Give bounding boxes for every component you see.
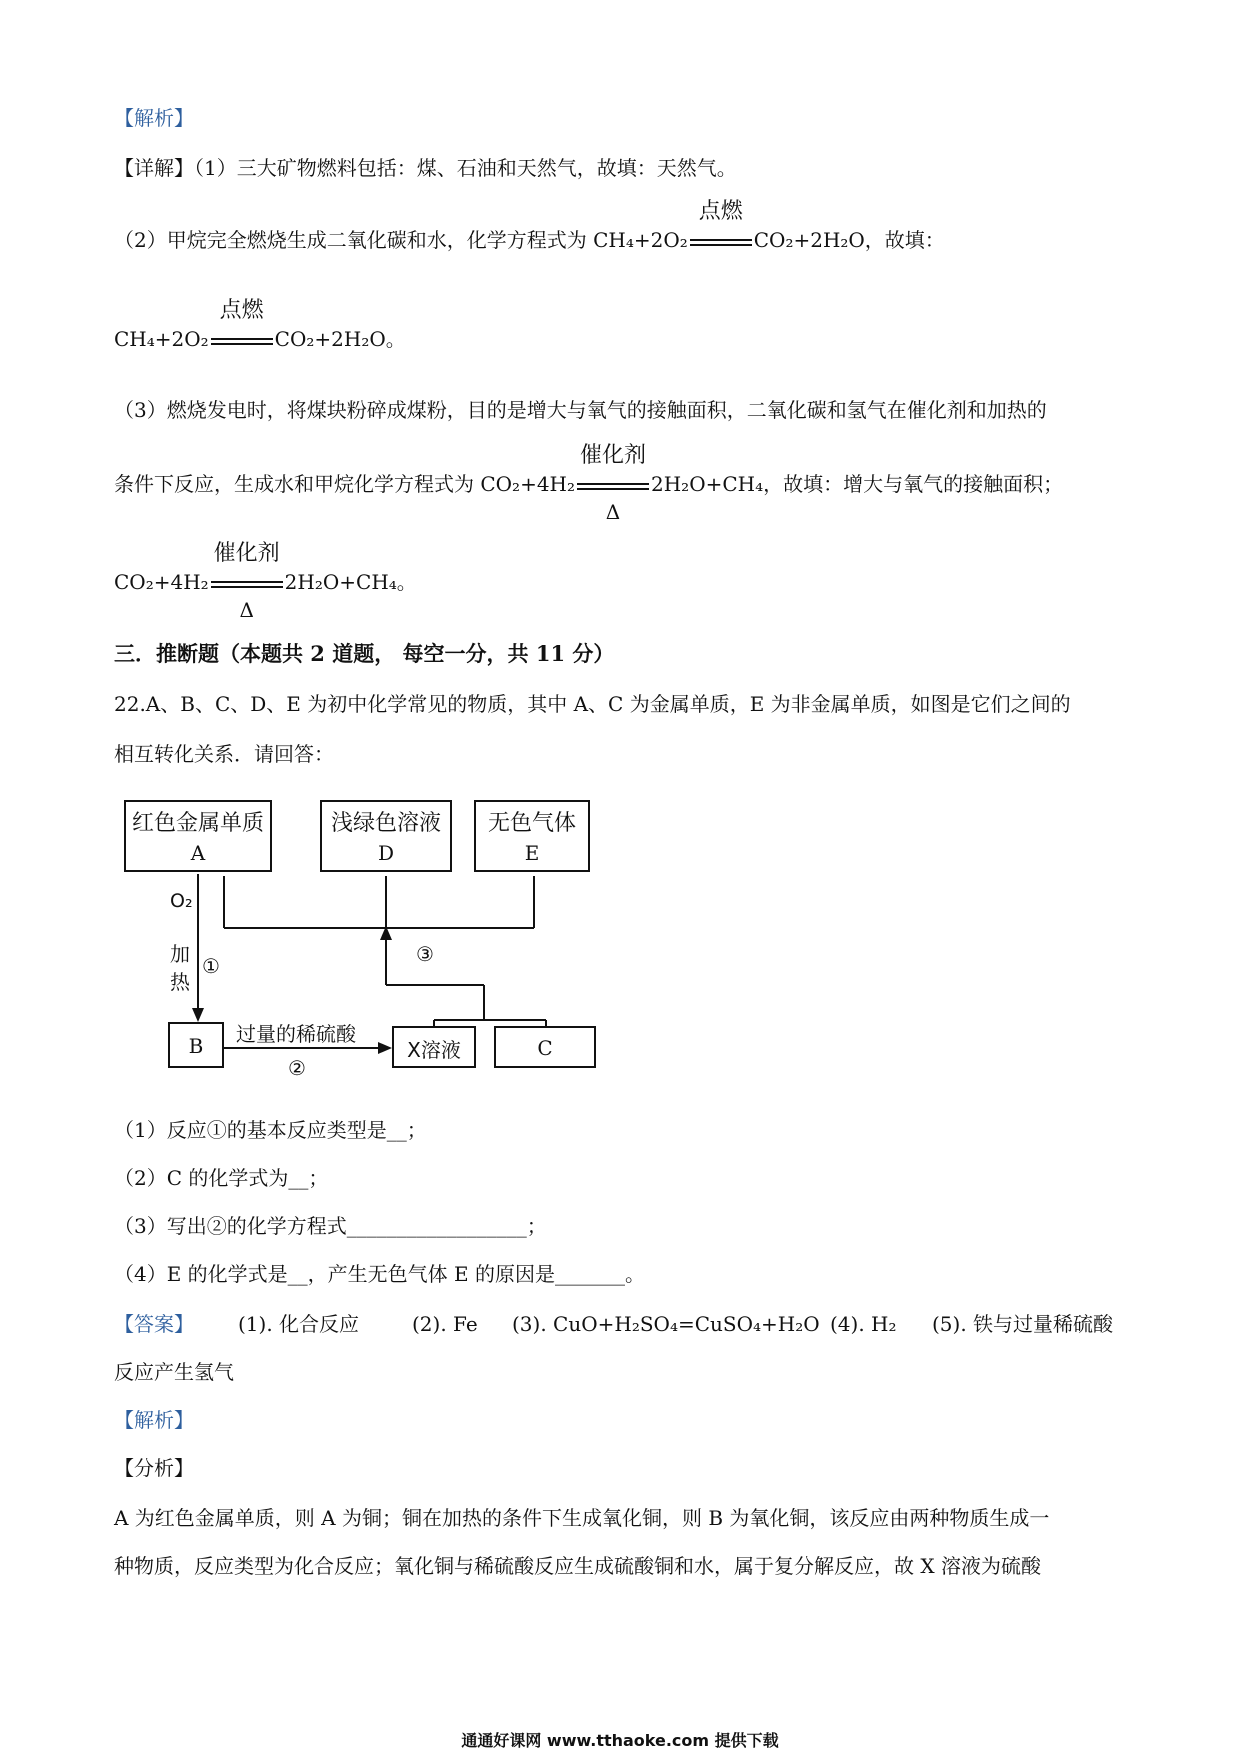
- box-c: C: [494, 1026, 596, 1068]
- answer-cont: 反应产生氢气: [114, 1360, 234, 1384]
- reaction-condition-fire: 点燃: [690, 228, 752, 256]
- equation-2: CO₂+4H₂ 催化剂 Δ 2H₂O+CH₄。: [114, 540, 417, 622]
- q22-q1: （1）反应①的基本反应类型是__；: [114, 1118, 427, 1142]
- box-x: X溶液: [392, 1026, 476, 1068]
- q22-q4: （4）E 的化学式是__，产生无色气体 E 的原因是_______。: [114, 1262, 645, 1286]
- answer-3: (3). CuO+H₂SO₄=CuSO₄+H₂O: [512, 1312, 820, 1336]
- answer-line: [114, 1310, 1130, 1338]
- answer-tag: 【答案】: [114, 1312, 194, 1336]
- answer-2: (2). Fe: [412, 1312, 478, 1336]
- q22-stem-2: 相互转化关系．请回答：: [114, 742, 334, 766]
- detail-p1: 【详解】（1）三大矿物燃料包括：煤、石油和天然气，故填：天然气。: [114, 156, 737, 180]
- q22-q2: （2）C 的化学式为__；: [114, 1166, 329, 1190]
- answer-5: (5). 铁与过量稀硫酸: [932, 1312, 1114, 1336]
- label-step-3: ③: [416, 942, 434, 966]
- answer-1: (1). 化合反应: [238, 1312, 360, 1336]
- label-acid: 过量的稀硫酸: [236, 1022, 356, 1046]
- section-title: 三．推断题（本题共 2 道题， 每空一分，共 11 分）: [114, 641, 615, 666]
- detail-p3b: 条件下反应，生成水和甲烷化学方程式为 CO₂+4H₂ 催化剂 Δ 2H₂O+CH₄，故填：增大与氧气的接触面积；: [114, 442, 1064, 524]
- reaction-condition-catalyst-2: 催化剂 Δ: [211, 570, 283, 598]
- box-a: 红色金属单质 A: [124, 800, 272, 872]
- analysis-tag-2: 【解析】: [114, 1408, 194, 1432]
- analysis-sub: 【分析】: [114, 1456, 194, 1480]
- label-heat-1: 加: [170, 942, 190, 966]
- label-heat-2: 热: [170, 970, 190, 994]
- label-step-2: ②: [288, 1056, 306, 1080]
- page-footer: 通通好课网 www.tthaoke.com 提供下载: [461, 1731, 779, 1750]
- box-e: 无色气体 E: [474, 800, 590, 872]
- analysis-p1: A 为红色金属单质，则 A 为铜；铜在加热的条件下生成氧化铜，则 B 为氧化铜，该反应由两种物质生成一: [114, 1506, 1050, 1530]
- detail-p3: （3）燃烧发电时，将煤块粉碎成煤粉，目的是增大与氧气的接触面积，二氧化碳和氢气在催化剂和加热的: [114, 398, 1047, 422]
- analysis-p2: 种物质，反应类型为化合反应；氧化铜与稀硫酸反应生成硫酸铜和水，属于复分解反应，故 X 溶液为硫酸: [114, 1554, 1041, 1578]
- box-b: B: [168, 1022, 224, 1068]
- analysis-tag: 【解析】: [114, 106, 194, 130]
- q22-stem-1: 22.A、B、C、D、E 为初中化学常见的物质，其中 A、C 为金属单质，E 为非金属单质，如图是它们之间的: [114, 692, 1071, 716]
- equation-1: CH₄+2O₂ 点燃 CO₂+2H₂O。: [114, 325, 406, 355]
- conversion-diagram: [116, 800, 616, 1090]
- q22-q3: （3）写出②的化学方程式__________________；: [114, 1214, 547, 1238]
- label-step-1: ①: [202, 954, 220, 978]
- answer-4: (4). H₂: [830, 1312, 897, 1336]
- label-o2: O₂: [170, 890, 193, 912]
- reaction-condition-fire-2: 点燃: [211, 327, 273, 355]
- box-d: 浅绿色溶液 D: [320, 800, 452, 872]
- reaction-condition-catalyst: 催化剂 Δ: [577, 472, 649, 500]
- detail-tag: 【详解】: [114, 156, 194, 180]
- detail-p2: （2）甲烷完全燃烧生成二氧化碳和水，化学方程式为 CH₄+2O₂ 点燃 CO₂+2H₂O，故填：: [114, 226, 945, 256]
